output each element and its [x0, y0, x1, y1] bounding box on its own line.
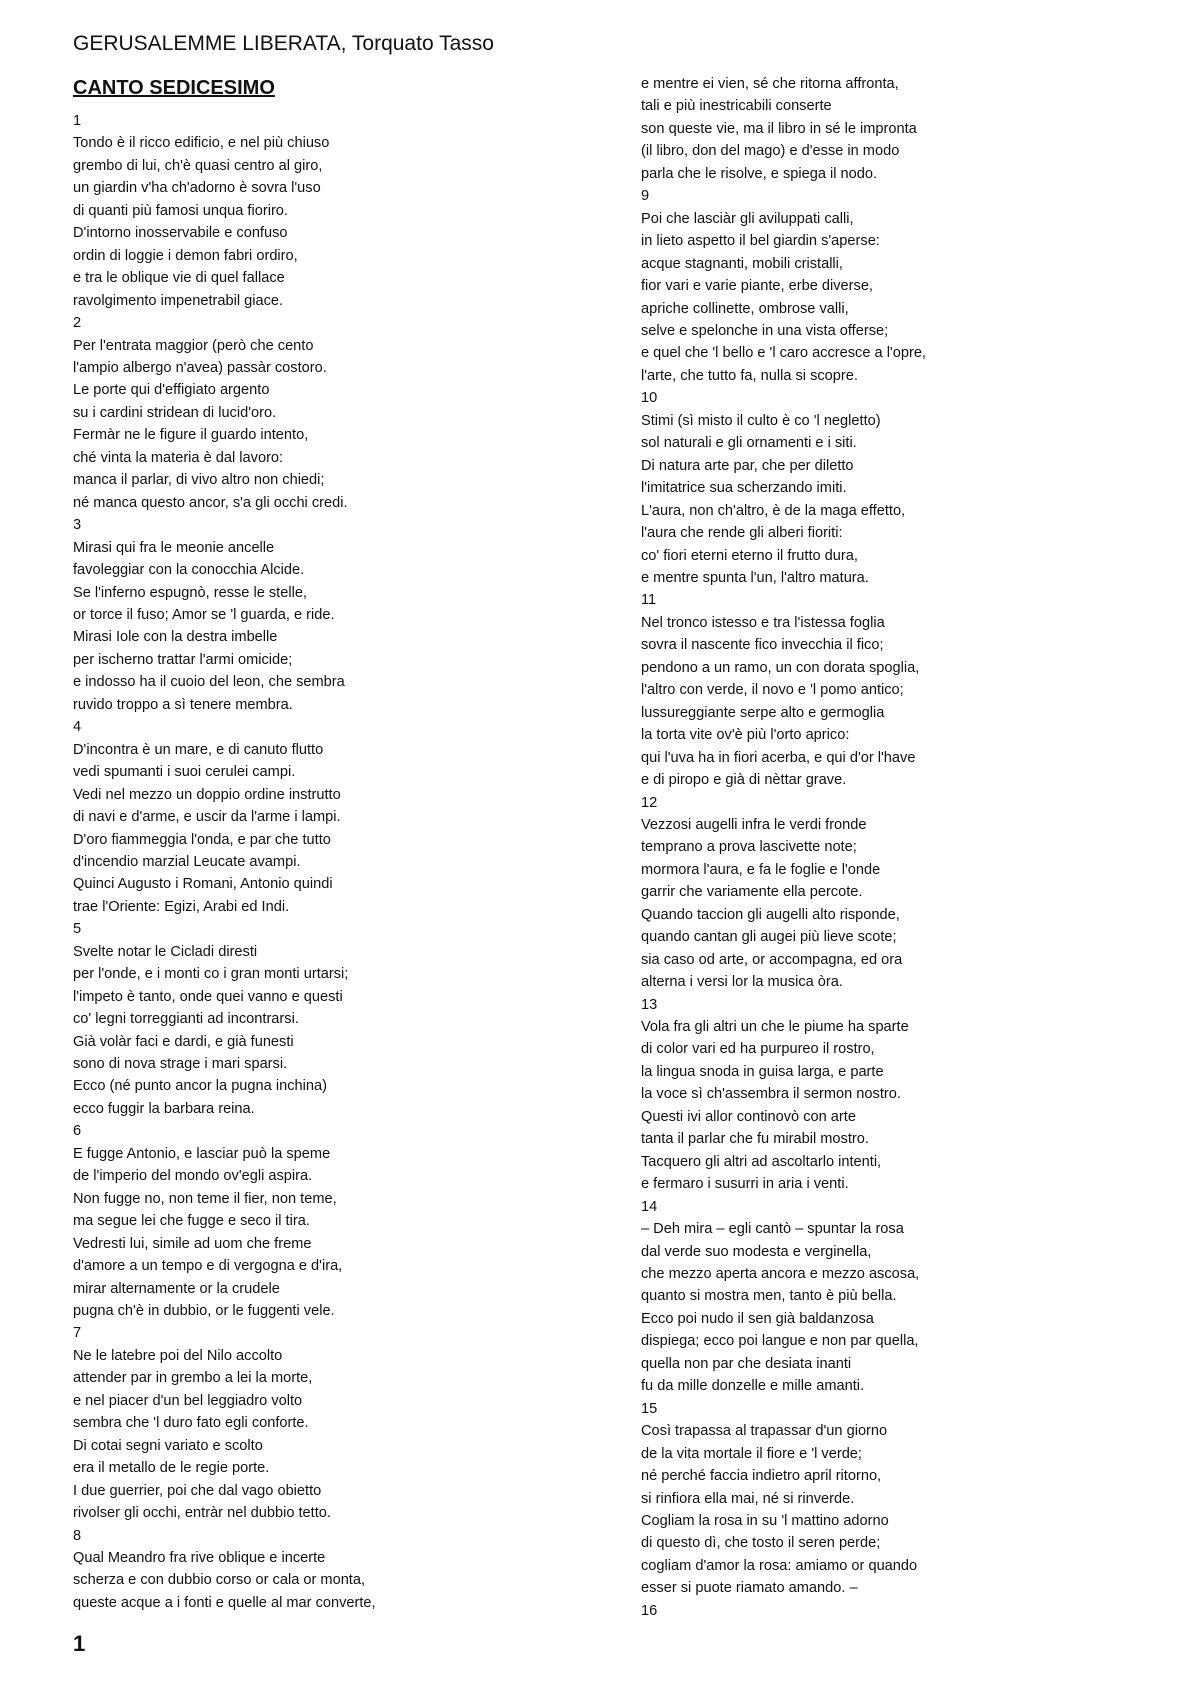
verse-line: mormora l'aura, e fa le foglie e l'onde: [641, 861, 881, 878]
verse-line: parla che le risolve, e spiega il nodo.: [641, 165, 878, 182]
verse-line: Di natura arte par, che per diletto: [641, 457, 854, 474]
verse-line: quella non par che desiata inanti: [641, 1355, 852, 1372]
verse-line: e quel che 'l bello e 'l caro accresce a l'opre,: [641, 345, 926, 362]
stanza-number: 8: [73, 1527, 82, 1544]
verse-line: pugna ch'è in dubbio, or le fuggenti vele.: [73, 1303, 335, 1320]
stanza-number: 9: [641, 188, 650, 205]
verse-line: sembra che 'l duro fato egli conforte.: [73, 1415, 309, 1432]
verse-line: tali e più inestricabili conserte: [641, 98, 832, 115]
verse-line: manca il parlar, di vivo altro non chiedi;: [73, 472, 325, 489]
verse-line: ordin di loggie i demon fabri ordiro,: [73, 247, 298, 264]
verse-line: ecco fuggir la barbara reina.: [73, 1100, 255, 1117]
verse-line: di color vari ed ha purpureo il rostro,: [641, 1041, 875, 1058]
verse-line: Non fugge no, non teme il fier, non teme,: [73, 1190, 337, 1207]
verse-line: (il libro, don del mago) e d'esse in modo: [641, 143, 900, 160]
verse-line: garrir che variamente ella percote.: [641, 884, 863, 901]
verse-line: l'ampio albergo n'avea) passàr costoro.: [73, 359, 327, 376]
verse-line: cogliam d'amor la rosa: amiamo or quando: [641, 1557, 918, 1574]
verse-line: acque stagnanti, mobili cristalli,: [641, 255, 843, 272]
verse-line: ravolgimento impenetrabil giace.: [73, 292, 284, 309]
verse-line: Quando taccion gli augelli alto risponde,: [641, 906, 900, 923]
verse-line: E fugge Antonio, e lasciar può la speme: [73, 1145, 331, 1162]
verse-line: ma segue lei che fugge e seco il tira.: [73, 1213, 310, 1230]
verse-line: grembo di lui, ch'è quasi centro al giro,: [73, 157, 323, 174]
verse-line: I due guerrier, poi che dal vago obietto: [73, 1482, 322, 1499]
verse-line: de l'imperio del mondo ov'egli aspira.: [73, 1168, 313, 1185]
verse-line: co' fiori eterni eterno il frutto dura,: [641, 547, 858, 564]
stanza-number: 7: [73, 1325, 82, 1342]
verse-line: l'impeto è tanto, onde quei vanno e questi: [73, 988, 343, 1005]
verse-line: D'incontra è un mare, e di canuto flutto: [73, 741, 324, 758]
verse-line: in lieto aspetto il bel giardin s'aperse:: [641, 233, 880, 250]
verse-line: di navi e d'arme, e uscir da l'arme i lampi.: [73, 809, 341, 826]
verse-line: per ischerno trattar l'armi omicide;: [73, 651, 293, 668]
verse-line: D'intorno inosservabile e confuso: [73, 225, 288, 242]
verse-line: vedi spumanti i suoi cerulei campi.: [73, 764, 296, 781]
verse-line: qui l'uva ha in fiori acerba, e qui d'or l'have: [641, 749, 916, 766]
stanza-number: 12: [641, 794, 658, 811]
verse-line: trae l'Oriente: Egizi, Arabi ed Indi.: [73, 898, 290, 915]
verse-line: l'imitatrice sua scherzando imiti.: [641, 480, 847, 497]
verse-line: un giardin v'ha ch'adorno è sovra l'uso: [73, 180, 321, 197]
verse-line: Se l'inferno espugnò, resse le stelle,: [73, 584, 307, 601]
verse-line: di questo dì, che tosto il seren perde;: [641, 1535, 881, 1552]
verse-line: ché vinta la materia è dal lavoro:: [73, 449, 284, 466]
verse-line: sovra il nascente fico invecchia il fico;: [641, 637, 884, 654]
verse-line: favoleggiar con la conocchia Alcide.: [73, 562, 305, 579]
stanza-number: 13: [641, 996, 658, 1013]
verse-line: Ecco poi nudo il sen già baldanzosa: [641, 1310, 874, 1327]
verse-line: or torce il fuso; Amor se 'l guarda, e ride.: [73, 606, 335, 623]
verse-line: ruvido troppo a sì tenere membra.: [73, 696, 293, 713]
verse-line: dispiega; ecco poi langue e non par quella,: [641, 1333, 919, 1350]
verse-line: Vezzosi augelli infra le verdi fronde: [641, 816, 867, 833]
verse-line: Tondo è il ricco edificio, e nel più chiuso: [73, 135, 330, 152]
verse-line: Quinci Augusto i Romani, Antonio quindi: [73, 876, 333, 893]
verse-line: d'amore a un tempo e di vergogna e d'ira,: [73, 1258, 343, 1275]
page-number: 1: [73, 1631, 86, 1656]
verse-line: esser si puote riamato amando. –: [641, 1580, 858, 1597]
verse-line: sia caso od arte, or accompagna, ed ora: [641, 951, 903, 968]
verse-line: e mentre spunta l'un, l'altro matura.: [641, 569, 869, 586]
verse-line: l'arte, che tutto fa, nulla si scopre.: [641, 367, 858, 384]
verse-line: su i cardini stridean di lucid'oro.: [73, 404, 277, 421]
stanza-number: 11: [641, 592, 657, 609]
verse-line: Questi ivi allor continovò con arte: [641, 1108, 856, 1125]
verse-line: la lingua snoda in guisa larga, e parte: [641, 1063, 884, 1080]
left-column: [73, 110, 376, 1614]
verse-line: di quanti più famosi unqua fioriro.: [73, 202, 288, 219]
stanza-number: 16: [641, 1602, 658, 1619]
stanza-number: 14: [641, 1198, 658, 1215]
verse-line: Cogliam la rosa in su 'l mattino adorno: [641, 1513, 889, 1529]
verse-line: Nel tronco istesso e tra l'istessa foglia: [641, 614, 885, 631]
verse-line: sol naturali e gli ornamenti e i siti.: [641, 435, 857, 452]
verse-line: L'aura, non ch'altro, è de la maga effetto,: [641, 502, 906, 519]
verse-line: rivolser gli occhi, entràr nel dubbio tetto.: [73, 1505, 331, 1522]
verse-line: Fermàr ne le figure il guardo intento,: [73, 427, 309, 444]
verse-line: d'incendio marzial Leucate avampi.: [73, 853, 301, 870]
verse-line: Tacquero gli altri ad ascoltarlo intenti,: [641, 1153, 882, 1170]
verse-line: queste acque a i fonti e quelle al mar converte,: [73, 1594, 376, 1611]
verse-line: l'aura che rende gli alberi fioriti:: [641, 525, 843, 542]
verse-line: Vedresti lui, simile ad uom che freme: [73, 1235, 312, 1252]
verse-line: alterna i versi lor la musica òra.: [641, 974, 843, 991]
verse-line: Così trapassa al trapassar d'un giorno: [641, 1423, 888, 1440]
verse-line: fior vari e varie piante, erbe diverse,: [641, 278, 873, 295]
verse-line: lussureggiante serpe alto e germoglia: [641, 704, 885, 721]
verse-line: attender par in grembo a lei la morte,: [73, 1370, 313, 1387]
stanza-number: 6: [73, 1123, 82, 1140]
verse-line: scherza e con dubbio corso or cala or monta,: [73, 1572, 366, 1589]
verse-line: e fermaro i susurri in aria i venti.: [641, 1176, 849, 1193]
verse-line: per l'onde, e i monti co i gran monti urtarsi;: [73, 966, 349, 983]
verse-line: Stimi (sì misto il culto è co 'l negletto): [641, 412, 881, 429]
verse-line: né perché faccia indietro april ritorno,: [641, 1468, 882, 1485]
canto-heading: CANTO SEDICESIMO: [73, 77, 275, 99]
verse-line: Ecco (né punto ancor la pugna inchina): [73, 1078, 327, 1095]
verse-line: Mirasi Iole con la destra imbelle: [73, 629, 278, 646]
verse-line: che mezzo aperta ancora e mezzo ascosa,: [641, 1266, 920, 1283]
verse-line: e tra le oblique vie di quel fallace: [73, 270, 285, 287]
verse-line: la voce sì ch'assembra il sermon nostro.: [641, 1086, 901, 1103]
stanza-number: 3: [73, 517, 82, 534]
verse-line: Svelte notar le Cicladi diresti: [73, 943, 258, 960]
verse-line: e indosso ha il cuoio del leon, che sembra: [73, 674, 345, 691]
verse-line: e di piropo e già di nèttar grave.: [641, 772, 847, 789]
verse-line: né manca questo ancor, s'a gli occhi credi.: [73, 494, 348, 511]
verse-line: Poi che lasciàr gli aviluppati calli,: [641, 210, 854, 227]
verse-line: co' legni torreggianti ad incontrarsi.: [73, 1011, 299, 1028]
verse-line: son queste vie, ma il libro in sé le impronta: [641, 120, 917, 137]
stanza-number: 15: [641, 1400, 658, 1417]
verse-line: Di cotai segni variato e scolto: [73, 1437, 263, 1454]
stanza-number: 5: [73, 921, 82, 938]
right-column: [641, 73, 926, 1622]
verse-line: selve e spelonche in una vista offerse;: [641, 322, 889, 339]
verse-line: Ne le latebre poi del Nilo accolto: [73, 1347, 283, 1364]
verse-line: la torta vite ov'è più l'orto aprico:: [641, 727, 850, 744]
verse-line: temprano a prova lascivette note;: [641, 839, 857, 856]
verse-line: sono di nova strage i mari sparsi.: [73, 1056, 288, 1073]
stanza-number: 4: [73, 719, 82, 736]
verse-line: Vola fra gli altri un che le piume ha sparte: [641, 1019, 909, 1036]
verse-line: pendono a un ramo, un con dorata spoglia,: [641, 659, 920, 676]
verse-line: Mirasi qui fra le meonie ancelle: [73, 539, 275, 556]
verse-line: Già volàr faci e dardi, e già funesti: [73, 1033, 294, 1050]
verse-line: si rinfiora ella mai, né si rinverde.: [641, 1490, 855, 1507]
verse-line: apriche collinette, ombrose valli,: [641, 300, 849, 317]
verse-line: dal verde suo modesta e verginella,: [641, 1243, 872, 1260]
verse-line: quanto si mostra men, tanto è più bella.: [641, 1288, 897, 1305]
verse-line: – Deh mira – egli cantò – spuntar la rosa: [641, 1221, 904, 1238]
verse-line: quando cantan gli augei più lieve scote;: [641, 929, 897, 946]
verse-line: Le porte qui d'effigiato argento: [73, 382, 270, 399]
verse-line: e nel piacer d'un bel leggiadro volto: [73, 1392, 303, 1409]
verse-line: Per l'entrata maggior (però che cento: [73, 337, 314, 354]
verse-line: Vedi nel mezzo un doppio ordine instrutto: [73, 786, 341, 803]
stanza-number: 1: [73, 113, 82, 129]
verse-line: l'altro con verde, il novo e 'l pomo antico;: [641, 682, 904, 699]
verse-line: Qual Meandro fra rive oblique e incerte: [73, 1550, 326, 1566]
verse-line: mirar alternamente or la crudele: [73, 1280, 280, 1297]
stanza-number: 2: [73, 315, 82, 332]
stanza-number: 10: [641, 390, 658, 407]
verse-line: era il metallo de le regie porte.: [73, 1460, 270, 1477]
verse-line: e mentre ei vien, sé che ritorna affronta,: [641, 76, 899, 92]
verse-line: D'oro fiammeggia l'onda, e par che tutto: [73, 831, 331, 848]
verse-line: tanta il parlar che fu mirabil mostro.: [641, 1131, 869, 1148]
verse-line: fu da mille donzelle e mille amanti.: [641, 1378, 865, 1395]
document-title: GERUSALEMME LIBERATA, Torquato Tasso: [73, 32, 494, 55]
verse-line: de la vita mortale il fiore e 'l verde;: [641, 1445, 862, 1462]
